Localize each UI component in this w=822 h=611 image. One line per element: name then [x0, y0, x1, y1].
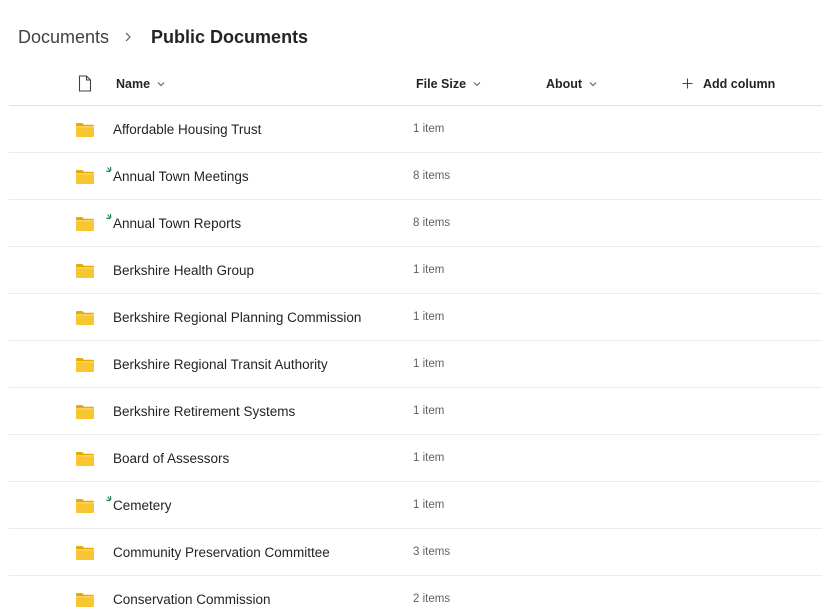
file-size-value: 1 item — [413, 123, 445, 135]
folder-icon — [75, 451, 95, 467]
breadcrumb-current-folder: Public Documents — [151, 26, 309, 47]
column-header-file-size-label: File Size — [416, 76, 467, 91]
chevron-down-icon — [473, 81, 481, 87]
folder-icon — [75, 169, 95, 185]
table-row[interactable] — [9, 200, 822, 247]
file-type-icon[interactable] — [78, 75, 92, 92]
folder-name-link[interactable]: Conservation Commission — [113, 591, 271, 607]
chevron-down-icon — [157, 81, 165, 87]
table-row[interactable] — [9, 153, 822, 200]
column-header-name-label: Name — [116, 76, 151, 91]
table-row[interactable] — [9, 247, 822, 294]
file-size-value: 1 item — [413, 264, 445, 276]
table-row[interactable] — [9, 106, 822, 153]
breadcrumb — [18, 24, 308, 50]
file-list — [9, 62, 822, 611]
folder-icon — [75, 122, 95, 138]
chevron-down-icon — [589, 81, 597, 87]
folder-icon — [75, 216, 95, 232]
file-size-value: 1 item — [413, 358, 445, 370]
folder-name-link[interactable]: Berkshire Retirement Systems — [113, 403, 296, 419]
file-size-value: 1 item — [413, 499, 445, 511]
table-row[interactable] — [9, 482, 822, 529]
file-size-value: 1 item — [413, 452, 445, 464]
table-row[interactable] — [9, 294, 822, 341]
add-column-label: Add column — [703, 76, 776, 91]
file-size-value: 1 item — [413, 311, 445, 323]
folder-name-link[interactable]: Annual Town Reports — [113, 215, 242, 231]
column-header-about[interactable] — [546, 62, 597, 105]
table-row[interactable] — [9, 388, 822, 435]
folder-name-link[interactable]: Community Preservation Committee — [113, 544, 330, 560]
column-header-row — [9, 62, 822, 106]
file-size-value: 1 item — [413, 405, 445, 417]
folder-icon — [75, 545, 95, 561]
folder-name-link[interactable]: Affordable Housing Trust — [113, 121, 262, 137]
folder-name-link[interactable]: Annual Town Meetings — [113, 168, 249, 184]
add-column-button[interactable] — [682, 62, 775, 105]
file-size-value: 2 items — [413, 593, 451, 605]
column-header-about-label: About — [546, 76, 583, 91]
table-row[interactable] — [9, 341, 822, 388]
file-size-value: 8 items — [413, 170, 451, 182]
folder-icon — [75, 498, 95, 514]
column-header-file-size[interactable] — [416, 62, 481, 105]
folder-name-link[interactable]: Berkshire Health Group — [113, 262, 255, 278]
folder-icon — [75, 592, 95, 608]
folder-icon — [75, 357, 95, 373]
folder-name-link[interactable]: Board of Assessors — [113, 450, 230, 466]
folder-name-link[interactable]: Berkshire Regional Transit Authority — [113, 356, 328, 372]
folder-icon — [75, 404, 95, 420]
table-row[interactable] — [9, 576, 822, 611]
plus-icon — [682, 78, 693, 89]
table-row[interactable] — [9, 529, 822, 576]
breadcrumb-documents-link[interactable]: Documents — [18, 26, 110, 47]
folder-icon — [75, 310, 95, 326]
column-header-name[interactable] — [116, 62, 165, 105]
file-size-value: 8 items — [413, 217, 451, 229]
folder-name-link[interactable]: Berkshire Regional Planning Commission — [113, 309, 362, 325]
file-size-value: 3 items — [413, 546, 451, 558]
table-row[interactable] — [9, 435, 822, 482]
folder-name-link[interactable]: Cemetery — [113, 497, 172, 513]
chevron-right-icon — [119, 28, 141, 46]
folder-icon — [75, 263, 95, 279]
file-rows — [9, 106, 822, 611]
